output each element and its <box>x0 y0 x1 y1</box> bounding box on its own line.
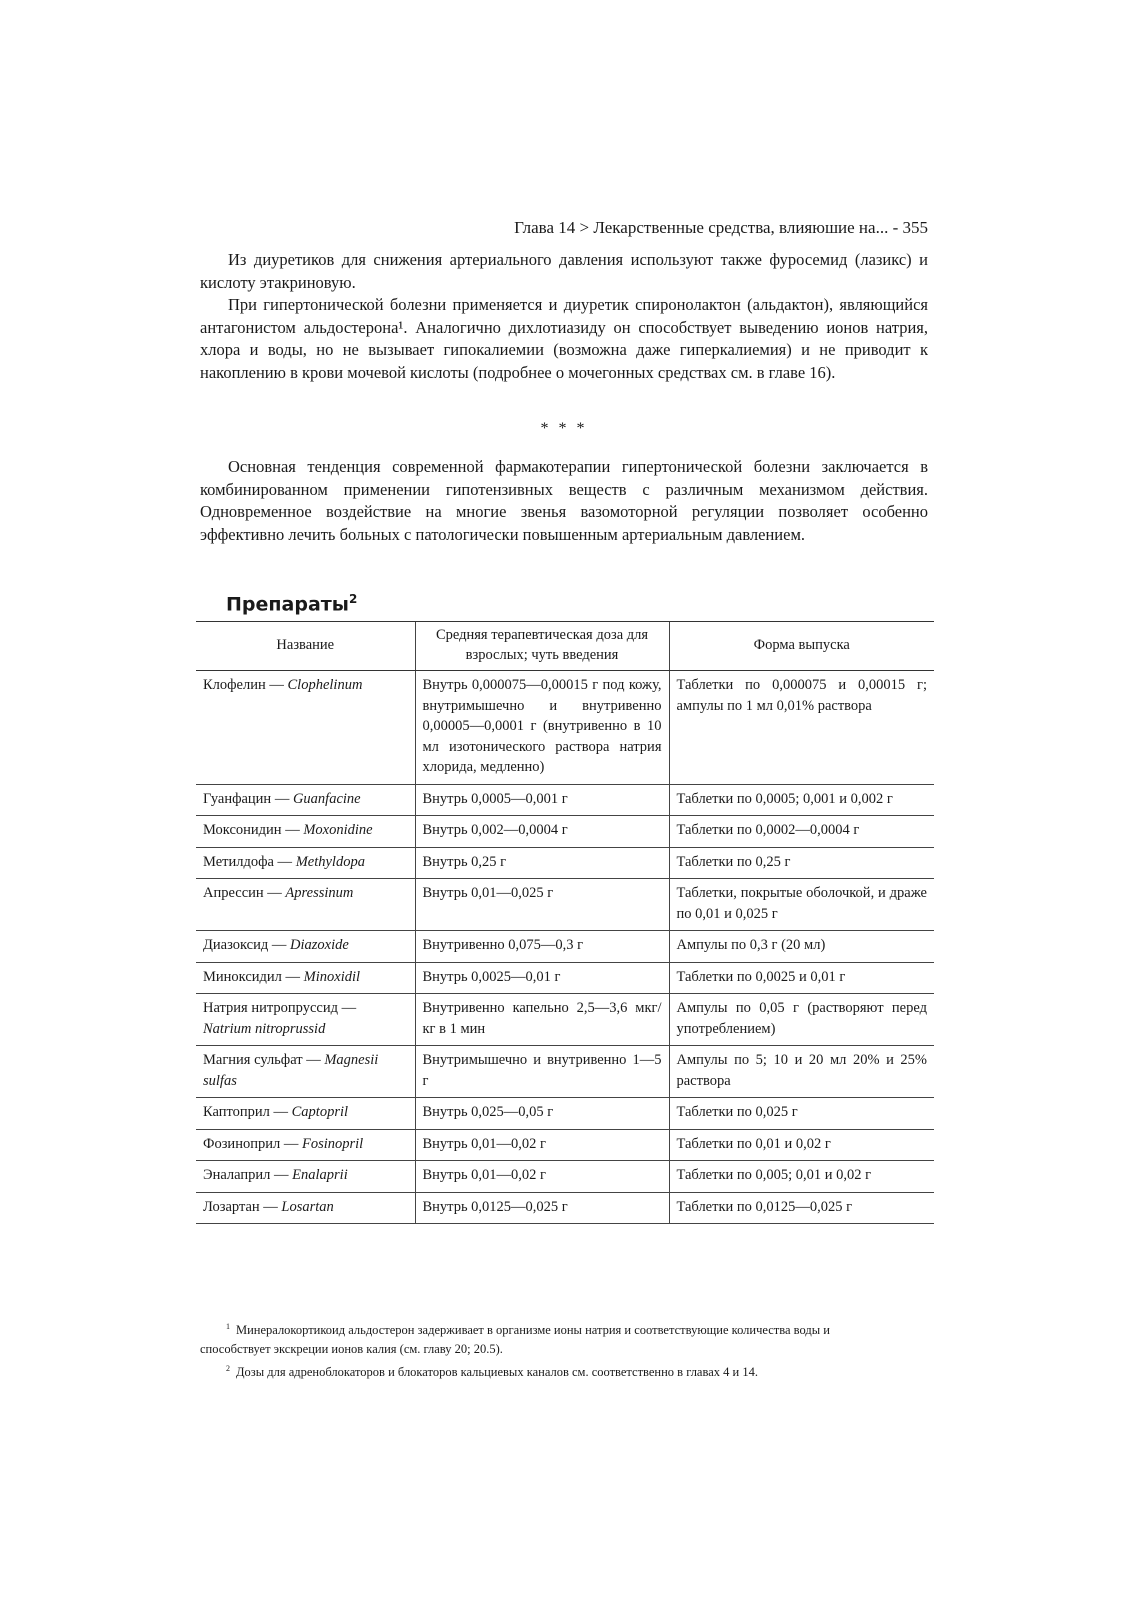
dose-cell: Внутривенно 0,075—0,3 г <box>415 931 669 963</box>
table-row <box>196 1192 934 1224</box>
release-form-cell: Таблетки по 0,25 г <box>669 847 934 879</box>
release-form-cell: Таблетки по 0,005; 0,01 и 0,02 г <box>669 1161 934 1193</box>
drug-name-cell <box>196 1098 415 1130</box>
dose-cell: Внутрь 0,01—0,02 г <box>415 1161 669 1193</box>
drug-name: Моксонидин — <box>203 822 304 838</box>
drug-name-cell <box>196 879 415 931</box>
drug-name: Апрессин — <box>203 885 286 901</box>
drug-name-cell <box>196 671 415 785</box>
drug-name: Лозартан — <box>203 1198 282 1215</box>
section-title-text: Препараты <box>226 593 349 616</box>
table-header-row <box>196 622 934 671</box>
drug-latin-name: Methyldopa <box>295 853 365 870</box>
release-form-cell: Таблетки по 0,01 и 0,02 г <box>669 1129 934 1161</box>
drug-name-cell <box>196 847 415 879</box>
drug-latin-name: Enalaprii <box>292 1167 348 1183</box>
footnotes <box>200 1317 900 1382</box>
drug-name: Фозиноприл — <box>203 1135 302 1152</box>
footnote <box>200 1359 900 1382</box>
release-form-cell: Таблетки по 0,000075 и 0,00015 г; ампулы по 1 мл 0,01% раствора <box>669 671 934 785</box>
running-head: Глава 14 > Лекарственные средства, влияюшие на... - 355 <box>514 218 928 237</box>
release-form-cell: Таблетки по 0,025 г <box>669 1098 934 1130</box>
table-row <box>196 1129 934 1161</box>
drug-latin-name: Captopril <box>291 1104 349 1120</box>
drug-name-cell <box>196 784 415 816</box>
summary-text <box>200 456 928 546</box>
table-row <box>196 879 934 931</box>
footnote-text: Дозы для адреноблокаторов и блокаторов кальциевых каналов см. соответственно в главах 4 и 14. <box>236 1365 758 1380</box>
dose-cell: Внутрь 0,002—0,0004 г <box>415 816 669 848</box>
table-row <box>196 784 934 816</box>
release-form-cell: Таблетки по 0,0005; 0,001 и 0,002 г <box>669 784 934 816</box>
drug-name-cell <box>196 1192 415 1224</box>
dose-cell: Внутрь 0,000075—0,00015 г под кожу, внутримышечно и внутривенно 0,00005—0,0001 г (внутривенно в 10 мл изотонического раствора натрия хлорида, медленно) <box>415 671 669 785</box>
drugs-table <box>196 621 934 1224</box>
footnote-ref: 2 <box>348 592 358 606</box>
drug-latin-name: Clophelinum <box>287 677 363 693</box>
paragraph: Из диуретиков для снижения артериального давления используют также фуросемид (лазикс) и кислоту этакриновую. <box>200 250 928 292</box>
table-row <box>196 1046 934 1098</box>
drug-name-cell <box>196 1161 415 1193</box>
drug-name-cell <box>196 994 415 1046</box>
drug-name: Гуанфацин — <box>203 790 293 807</box>
drug-latin-name: Fosinopril <box>301 1135 364 1152</box>
footnote-mark: 1 <box>226 1322 230 1331</box>
section-separator: * * * <box>540 420 588 437</box>
paragraph: При гипертонической болезни применяется и диуретик спиронолактон (альдактон), являющийся антагонистом альдостерона¹. Аналогично дихлотиазиду он способствует выведению ионов натрия, хлора и воды, но не вызывает гипокалиемии (возможна даже гиперкалиемия) и не приводит к накоплению в крови мочевой кислоты (подробнее о мочегонных средствах см. в главе 16). <box>200 295 928 382</box>
drug-name: Натрия нитропруссид — <box>203 1000 357 1016</box>
release-form-cell: Таблетки по 0,0125—0,025 г <box>669 1192 934 1224</box>
dose-cell: Внутривенно капельно 2,5—3,6 мкг/кг в 1 мин <box>415 994 669 1046</box>
release-form-cell: Ампулы по 5; 10 и 20 мл 20% и 25% раствора <box>669 1046 934 1098</box>
drug-name: Эналаприл — <box>203 1167 293 1183</box>
drug-name: Клофелин — <box>203 677 288 693</box>
column-header-form: Форма выпуска <box>669 622 934 671</box>
dose-cell: Внутримышечно и внутривенно 1—5 г <box>415 1046 669 1098</box>
table-row <box>196 994 934 1046</box>
drug-name-cell <box>196 1046 415 1098</box>
dose-cell: Внутрь 0,0005—0,001 г <box>415 784 669 816</box>
drug-name-cell <box>196 1129 415 1161</box>
dose-cell: Внутрь 0,025—0,05 г <box>415 1098 669 1130</box>
drug-latin-name: Natrium nitroprussid <box>203 1020 326 1037</box>
drug-name-cell <box>196 931 415 963</box>
table-row <box>196 1098 934 1130</box>
release-form-cell: Ампулы по 0,05 г (растворяют перед употреблением) <box>669 994 934 1046</box>
table-row <box>196 931 934 963</box>
footnote-text: Минералокортикоид альдостерон задерживает в организме ионы натрия и соответствующие количества воды и способствует экскреции ионов калия (см. главу 20; 20.5). <box>200 1323 830 1357</box>
drug-latin-name: Moxonidine <box>303 822 373 838</box>
drug-latin-name: Guanfacine <box>292 790 361 807</box>
paragraph: Основная тенденция современной фармакотерапии гипертонической болезни заключается в комбинированном применении гипотензивных веществ с различным механизмом действия. Одновременное воздействие на многие звенья вазомоторной регуляции позволяет особенно эффективно лечить больных с патологически повышенным артериальным давлением. <box>200 457 928 544</box>
footnote-mark: 2 <box>226 1364 230 1374</box>
column-header-name: Название <box>196 622 415 671</box>
drug-name: Магния сульфат — <box>203 1052 325 1068</box>
column-header-dose: Средняя терапевтическая доза для взрослых; чуть введения <box>415 622 669 671</box>
drug-name: Метилдофа — <box>203 853 296 870</box>
table-row <box>196 1161 934 1193</box>
drug-latin-name: Diazoxide <box>290 937 349 953</box>
dose-cell: Внутрь 0,25 г <box>415 847 669 879</box>
dose-cell: Внутрь 0,0025—0,01 г <box>415 962 669 994</box>
drug-name: Диазоксид — <box>203 937 290 953</box>
table-row <box>196 962 934 994</box>
table-row <box>196 816 934 848</box>
drug-name-cell <box>196 962 415 994</box>
dose-cell: Внутрь 0,01—0,025 г <box>415 879 669 931</box>
drug-latin-name: Minoxidil <box>303 968 361 985</box>
drug-latin-name: Apressinum <box>285 885 354 901</box>
table-row <box>196 671 934 785</box>
footnote <box>200 1317 900 1359</box>
section-title <box>226 592 357 615</box>
dose-cell: Внутрь 0,01—0,02 г <box>415 1129 669 1161</box>
release-form-cell: Таблетки по 0,0002—0,0004 г <box>669 816 934 848</box>
drug-name: Миноксидил — <box>203 968 304 985</box>
table-body <box>196 671 934 1224</box>
release-form-cell: Таблетки, покрытые оболочкой, и драже по 0,01 и 0,025 г <box>669 879 934 931</box>
release-form-cell: Ампулы по 0,3 г (20 мл) <box>669 931 934 963</box>
drug-latin-name: Losartan <box>281 1198 334 1215</box>
dose-cell: Внутрь 0,0125—0,025 г <box>415 1192 669 1224</box>
release-form-cell: Таблетки по 0,0025 и 0,01 г <box>669 962 934 994</box>
drug-name: Каптоприл — <box>203 1104 292 1120</box>
table-row <box>196 847 934 879</box>
drug-name-cell <box>196 816 415 848</box>
intro-text <box>200 249 928 385</box>
drug-latin-name: Magnesii sulfas <box>203 1052 379 1089</box>
